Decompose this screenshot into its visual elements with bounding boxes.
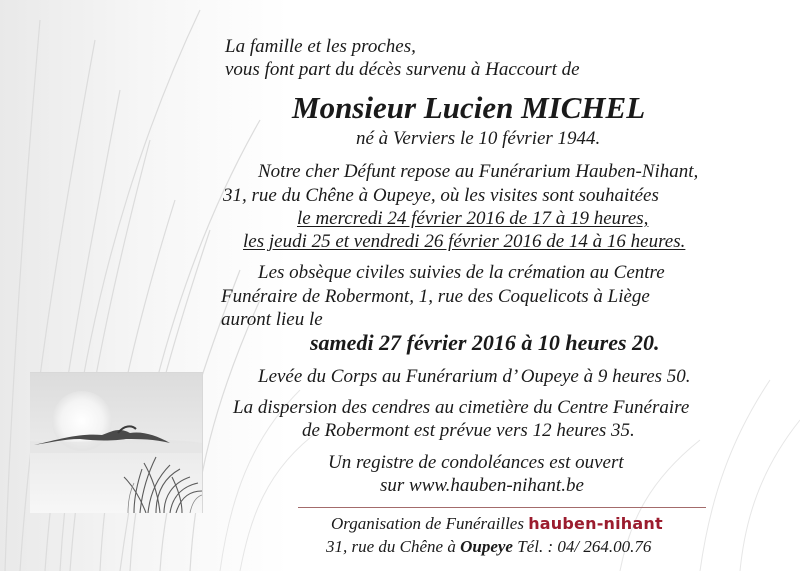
dispersion-line-2: de Robermont est prévue vers 12 heures 35.	[302, 420, 635, 441]
dispersion-line-1: La dispersion des cendres au cimetière du Centre Funéraire	[233, 397, 690, 418]
birth-info: né à Verviers le 10 février 1944.	[356, 128, 601, 149]
footer-address	[326, 537, 651, 557]
ceremony-date: samedi 27 février 2016 à 10 heures 20.	[310, 330, 660, 355]
bird-over-grass-photo	[30, 372, 203, 513]
repose-line-1: Notre cher Défunt repose au Funérarium Hauben-Nihant,	[258, 161, 699, 182]
footer-phone: Tél. : 04/ 264.00.76	[517, 537, 652, 556]
deceased-name: Monsieur Lucien MICHEL	[292, 90, 646, 125]
intro-line-1: La famille et les proches,	[225, 36, 416, 57]
funeral-line-1: Les obsèque civiles suivies de la crémation au Centre	[258, 262, 665, 283]
registre-line-1: Un registre de condoléances est ouvert	[328, 452, 624, 473]
repose-line-2: 31, rue du Chêne à Oupeye, où les visites sont souhaitées	[223, 185, 659, 206]
intro-line-2: vous font part du décès survenu à Haccourt de	[225, 59, 580, 80]
footer-divider	[298, 507, 706, 508]
footer-org-prefix: Organisation de Funérailles	[331, 514, 524, 533]
footer-address-prefix: 31, rue du Chêne à	[326, 537, 456, 556]
footer-organisation	[331, 514, 663, 534]
brand-logo-text: hauben-nihant	[528, 514, 663, 533]
registre-website: sur www.hauben-nihant.be	[380, 475, 584, 496]
funeral-line-3: auront lieu le	[221, 309, 323, 330]
levee-info: Levée du Corps au Funérarium d’ Oupeye à 9 heures 50.	[258, 366, 691, 387]
visit-date-2: les jeudi 25 et vendredi 26 février 2016 de 14 à 16 heures.	[243, 231, 686, 252]
visit-date-1: le mercredi 24 février 2016 de 17 à 19 heures,	[297, 208, 649, 229]
footer-town: Oupeye	[460, 537, 513, 556]
funeral-line-2: Funéraire de Robermont, 1, rue des Coquelicots à Liège	[221, 286, 650, 307]
